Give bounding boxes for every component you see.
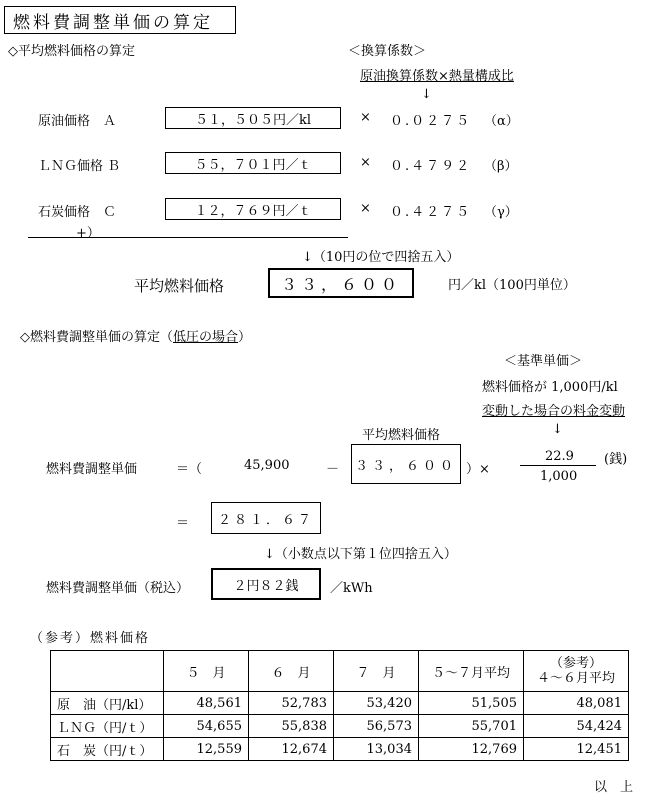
avg-fuel-price-label: 平均燃料価格 bbox=[134, 277, 225, 295]
plus-sign: +） bbox=[76, 226, 100, 241]
table-row: ＬＮＧ（円/ｔ） 54,655 55,838 56,573 55,701 54,424 bbox=[51, 715, 629, 738]
coal-factor: ０.４２７５ bbox=[390, 205, 472, 220]
gamma-symbol: （γ） bbox=[484, 205, 518, 220]
factor-header: ＜換算係数＞ bbox=[348, 44, 427, 59]
factor-arrow: ↓ bbox=[421, 87, 432, 102]
taxed-unit-label: 燃料費調整単価（税込） bbox=[46, 581, 190, 596]
base-unit-line1: 燃料価格が 1,000円/kl bbox=[482, 380, 618, 395]
rounding-note-10yen: ↓（10円の位で四捨五入） bbox=[302, 250, 460, 265]
row-label: ＬＮＧ（円/ｔ） bbox=[51, 715, 164, 738]
base-fuel-price: 45,900 bbox=[244, 458, 290, 473]
crude-oil-label: 原油価格 Ａ bbox=[38, 114, 117, 129]
avg-fuel-price-box bbox=[268, 268, 414, 298]
taxed-value-box bbox=[211, 568, 321, 600]
row-label: 原 油（円/kl） bbox=[51, 692, 164, 715]
minus-sign: － bbox=[326, 462, 340, 477]
fraction-numerator: 22.9 bbox=[545, 449, 574, 464]
times-sign: × bbox=[360, 155, 371, 170]
base-unit-line2: 変動した場合の料金変動 bbox=[482, 404, 626, 419]
avg-fuel-price-unit: 円／kl（100円単位） bbox=[448, 278, 576, 293]
result-box bbox=[211, 502, 321, 534]
table-header-july: ７ 月 bbox=[334, 651, 419, 692]
coal-price: １２，７６９円／ｔ bbox=[194, 203, 312, 219]
fraction-denominator: 1,000 bbox=[540, 469, 578, 484]
beta-symbol: （β） bbox=[484, 159, 518, 174]
table-header-blank bbox=[51, 651, 164, 692]
base-unit-arrow: ↓ bbox=[552, 422, 563, 437]
avg-price-box bbox=[351, 444, 461, 484]
page-title: 燃料費調整単価の算定 bbox=[13, 12, 213, 33]
coal-price-box bbox=[165, 198, 341, 220]
table-header-june: ６ 月 bbox=[249, 651, 334, 692]
table-header-may: ５ 月 bbox=[164, 651, 249, 692]
lng-label: ＬＮＧ価格 Ｂ bbox=[38, 159, 121, 174]
lng-price-box bbox=[165, 152, 341, 174]
section1-heading: ◇平均燃料価格の算定 bbox=[8, 44, 135, 59]
taxed-unit: ／kWh bbox=[330, 581, 373, 596]
avg-price-caption: 平均燃料価格 bbox=[362, 428, 441, 443]
section2-heading: ◇燃料費調整単価の算定（低圧の場合） bbox=[20, 330, 252, 345]
crude-oil-factor: ０.０２７５ bbox=[390, 114, 472, 129]
table-header-row bbox=[51, 651, 629, 692]
avg-price-value: ３３，６００ bbox=[354, 458, 457, 474]
fraction-bar bbox=[520, 465, 596, 466]
result-value: ２８１．６７ bbox=[217, 512, 314, 528]
rounding-note-decimal: ↓（小数点以下第１位四捨五入） bbox=[264, 547, 457, 562]
taxed-value: ２円８２銭 bbox=[233, 578, 299, 594]
closing-remark: 以 上 bbox=[594, 780, 634, 795]
close-paren-times: ）× bbox=[466, 462, 490, 477]
factor-subheader: 原油換算係数×熱量構成比 bbox=[360, 69, 514, 84]
avg-fuel-price-value: ３３，６００ bbox=[280, 274, 401, 294]
reference-heading: （参考）燃料価格 bbox=[30, 631, 151, 646]
table-header-avg-4-6: （参考） ４～６月平均 bbox=[524, 651, 629, 692]
reference-table bbox=[50, 650, 629, 761]
times-sign: × bbox=[360, 201, 371, 216]
row-label: 石 炭（円/ｔ） bbox=[51, 738, 164, 761]
adjustment-unit-label: 燃料費調整単価 bbox=[46, 462, 138, 477]
lng-factor: ０.４７９２ bbox=[390, 159, 472, 174]
sen-unit: (銭) bbox=[604, 452, 628, 467]
crude-oil-price-box bbox=[165, 107, 341, 129]
coal-label: 石炭価格 Ｃ bbox=[38, 205, 117, 220]
page-title-box bbox=[4, 6, 236, 34]
times-sign: × bbox=[360, 110, 371, 125]
table-header-avg-5-7: ５～７月平均 bbox=[419, 651, 524, 692]
sum-line bbox=[28, 237, 348, 238]
base-unit-header: ＜基準単価＞ bbox=[504, 354, 583, 369]
table-row: 原 油（円/kl） 48,561 52,783 53,420 51,505 48,081 bbox=[51, 692, 629, 715]
crude-oil-price: ５１，５０５円／kl bbox=[194, 112, 312, 128]
equals-open-paren: ＝（ bbox=[176, 462, 203, 477]
lng-price: ５５，７０１円／ｔ bbox=[194, 157, 312, 173]
alpha-symbol: （α） bbox=[484, 114, 519, 129]
equals-sign: ＝ bbox=[176, 516, 190, 531]
table-row: 石 炭（円/ｔ） 12,559 12,674 13,034 12,769 12,451 bbox=[51, 738, 629, 761]
